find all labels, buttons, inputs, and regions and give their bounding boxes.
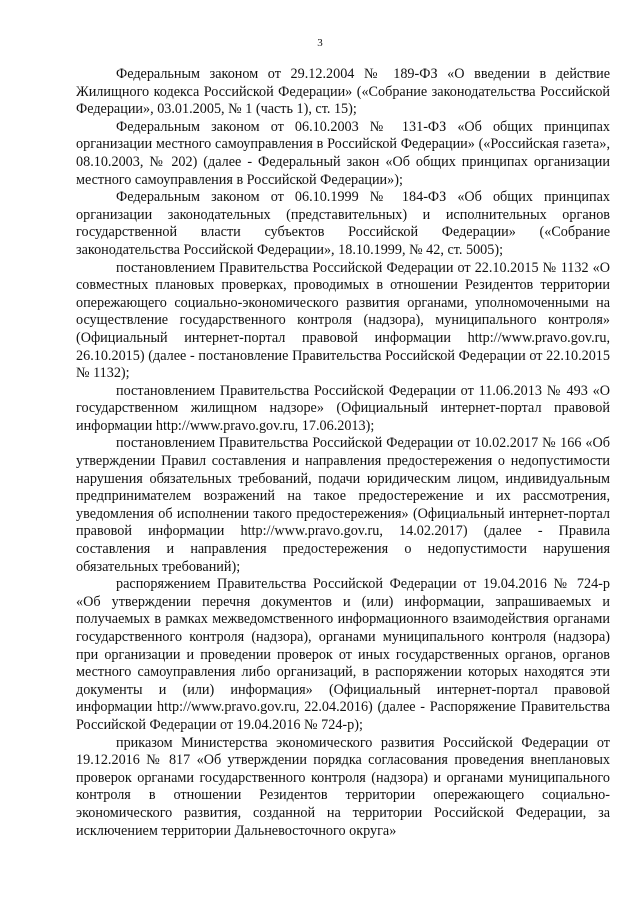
paragraph-postanovlenie-166: постановлением Правительства Российской Федерации от 10.02.2017 № 166 «Об утверждении Правил составления и направления предостережения о недопустимости нарушения обязательных требований, подачи юридическим лицом, индивидуальным предпринимателем возражений на такое предостережение и их рассмотрения, уведомления об исполнении такого предостережения» (Официальный интернет-портал правовой информации http://www.pravo.gov.ru, 14.02.2017) (далее - Правила составления и направления предостережения о недопустимости нарушения обязательных требований); <box>76 435 610 575</box>
paragraph-rasporyazhenie-724r: распоряжением Правительства Российской Федерации от 19.04.2016 № 724-р «Об утверждении перечня документов и (или) информации, запрашиваемых и получаемых в рамках межведомственного информационного взаимодействия органами государственного контроля (надзора), органами муниципального контроля (надзора) при организации и проведении проверок от иных государственных органов, органов местного самоуправления либо организаций, в распоряжении которых находятся эти документы и (или) информация» (Официальный интернет-портал правовой информации http://www.pravo.gov.ru, 22.04.2016) (далее - Распоряжение Правительства Российской Федерации от 19.04.2016 № 724-р); <box>76 576 610 733</box>
page-number: 3 <box>317 37 323 49</box>
paragraph-fz-189: Федеральным законом от 29.12.2004 № 189-ФЗ «О введении в действие Жилищного кодекса Российской Федерации» («Собрание законодательства Российской Федерации», 03.01.2005, № 1 (часть 1), ст. 15); <box>76 66 610 118</box>
paragraph-prikaz-817: приказом Министерства экономического развития Российской Федерации от 19.12.2016 № 817 «Об утверждении порядка согласования проведения внеплановых проверок органами государственного контроля (надзора) и органами муниципального контроля в отношении Резидентов территории опережающего социально-экономического развития, созданной на территории Российской Федерации, за исключением территории Дальневосточного округа» <box>76 734 610 839</box>
paragraph-fz-184: Федеральным законом от 06.10.1999 № 184-ФЗ «Об общих принципах организации законодательных (представительных) и исполнительных органов государственной власти субъектов Российской Федерации» («Собрание законодательства Российской Федерации», 18.10.1999, № 42, ст. 5005); <box>76 189 610 258</box>
paragraph-postanovlenie-493: постановлением Правительства Российской Федерации от 11.06.2013 № 493 «О государственном жилищном надзоре» (Официальный интернет-портал правовой информации http://www.pravo.gov.ru, 17.06.2013); <box>76 382 610 434</box>
document-body <box>76 66 610 840</box>
paragraph-fz-131: Федеральным законом от 06.10.2003 № 131-ФЗ «Об общих принципах организации местного самоуправления в Российской Федерации» («Российская газета», 08.10.2003, № 202) (далее - Федеральный закон «Об общих принципах организации местного самоуправления в Российской Федерации»); <box>76 118 610 188</box>
paragraph-postanovlenie-1132: постановлением Правительства Российской Федерации от 22.10.2015 № 1132 «О совместных плановых проверках, проводимых в отношении Резидентов территории опережающего социально-экономического развития органами, уполномоченными на осуществление государственного контроля (надзора), муниципального контроля» (Официальный интернет-портал правовой информации http://www.pravo.gov.ru, 26.10.2015) (далее - постановление Правительства Российской Федерации от 22.10.2015 № 1132); <box>76 259 610 382</box>
